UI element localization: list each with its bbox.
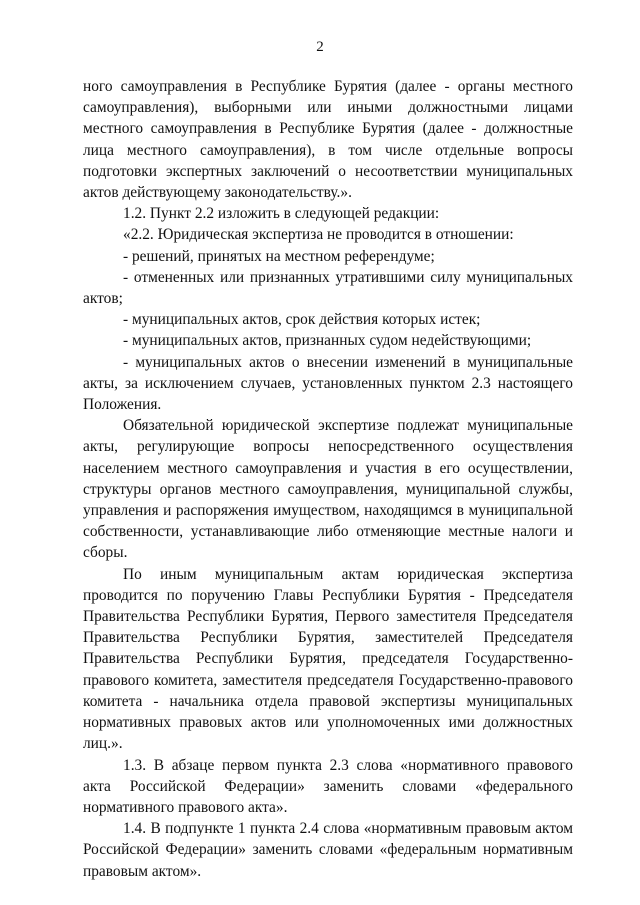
paragraph-mandatory-expertise: Обязательной юридической экспертизе подлежат муниципальные акты, регулирующие вопросы непосредственного осуществления населением местного самоуправления и участия в его осуществлении, структуры органов местного самоуправления, муниципальной службы, управления и распоряжения имуществом, находящимся в муниципальной собственности, устанавливающие либо отменяющие местные налоги и сборы. — [83, 417, 573, 562]
paragraph-other-acts: По иным муниципальным актам юридическая экспертиза проводится по поручению Главы Республики Бурятия - Председателя Правительства Республики Бурятия, Первого заместителя Председателя Правительства Республики Бурятия, заместителей Председателя Правительства Республики Бурятия, председателя Государственно-правового комитета, заместителя председателя Государственно-правового комитета - начальника отдела правовой экспертизы муниципальных нормативных правовых актов или уполномоченных ими должностных лиц.». — [83, 565, 573, 753]
list-item-expired-acts: - муниципальных актов, срок действия которых истек; — [123, 311, 481, 329]
paragraph-item-1-3: 1.3. В абзаце первом пункта 2.3 слова «нормативного правового акта Российской Федерации» заменить словами «федерального нормативного правового акта». — [83, 756, 573, 816]
paragraph-item-1-2: 1.2. Пункт 2.2 изложить в следующей редакции: — [123, 205, 440, 223]
list-item-cancelled-acts: - отмененных или признанных утратившими силу муниципальных актов; — [83, 268, 573, 308]
document-body — [83, 76, 573, 882]
list-item-amendment-acts: - муниципальных актов о внесении изменений в муниципальные акты, за исключением случаев, установленных пунктом 2.3 настоящего Положения. — [83, 353, 573, 414]
paragraph-item-1-4: 1.4. В подпункте 1 пункта 2.4 слова «нормативным правовым актом Российской Федерации» заменить словами «федеральным нормативным правовым актом». — [83, 820, 573, 880]
page-number: 2 — [316, 39, 324, 55]
paragraph-clause-2-2: «2.2. Юридическая экспертиза не проводится в отношении: — [123, 226, 514, 244]
list-item-invalid-acts: - муниципальных актов, признанных судом недействующими; — [123, 332, 532, 350]
list-item-referendum: - решений, принятых на местном референдуме; — [123, 247, 435, 265]
paragraph-continuation: ного самоуправления в Республике Бурятия (далее - органы местного самоуправления), выборными или иными должностными лицами местного самоуправления в Республике Бурятия (далее - должностные лица местного самоуправления), в том числе отдельные вопросы подготовки экспертных заключений о несоответствии муниципальных актов действующему законодательству.». — [83, 78, 573, 202]
